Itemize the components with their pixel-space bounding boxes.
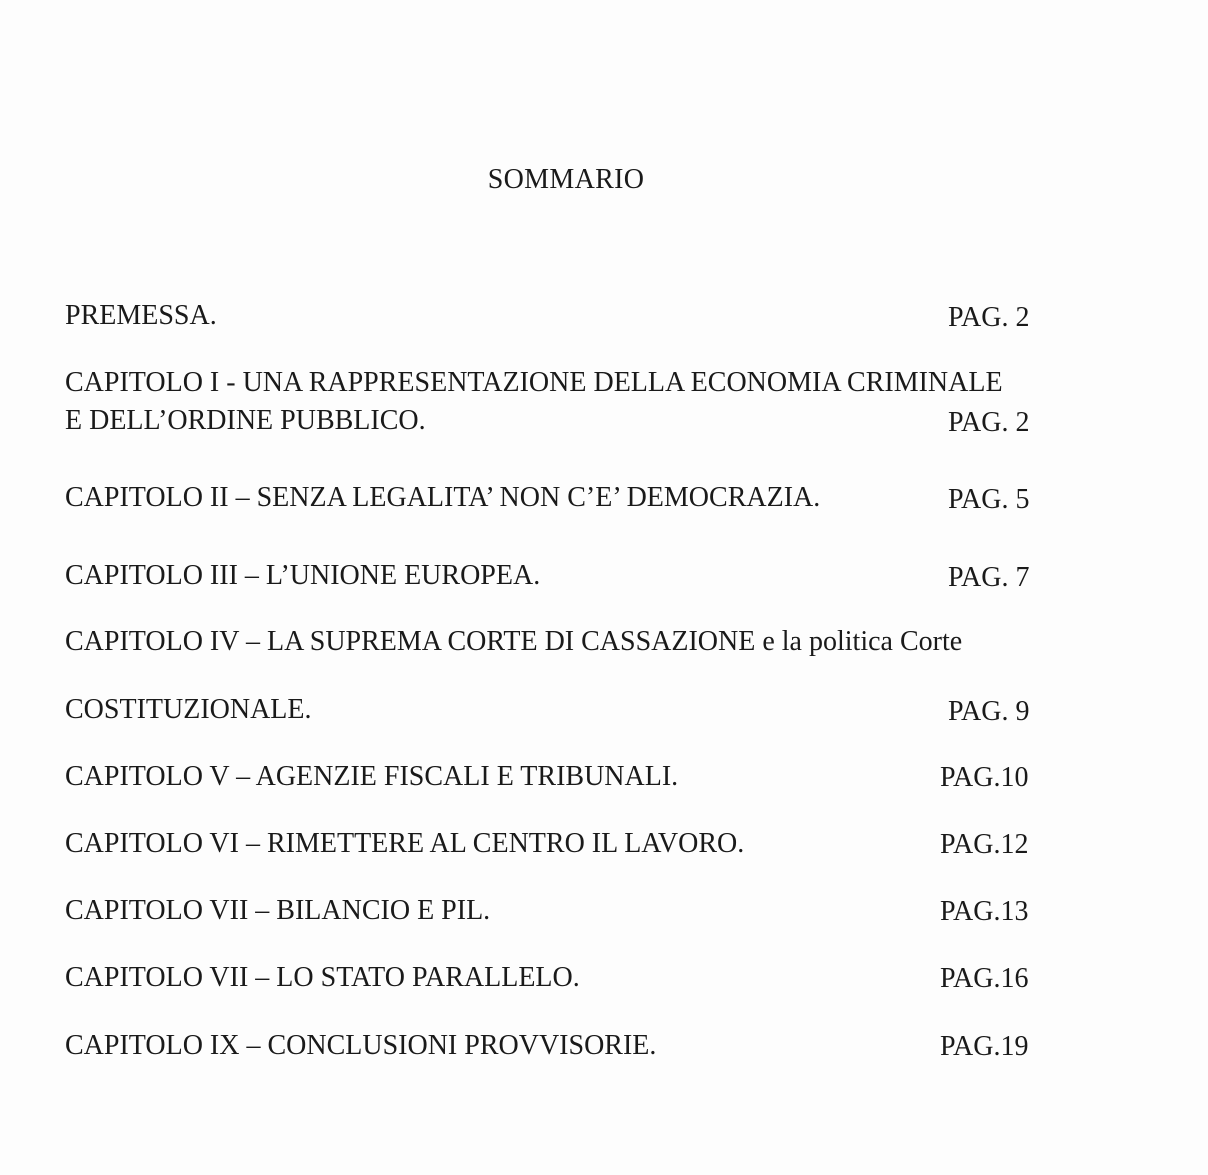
toc-page-capitolo-6: PAG.12 bbox=[940, 829, 1029, 860]
toc-page-capitolo-2: PAG. 5 bbox=[948, 484, 1030, 515]
toc-entry-capitolo-4-line1: CAPITOLO IV – LA SUPREMA CORTE DI CASSAZIONE e la politica Corte bbox=[65, 626, 963, 657]
toc-entry-capitolo-1-line1: CAPITOLO I - UNA RAPPRESENTAZIONE DELLA ECONOMIA CRIMINALE bbox=[65, 367, 1003, 398]
toc-page-capitolo-9: PAG.19 bbox=[940, 1031, 1029, 1062]
toc-entry-capitolo-2: CAPITOLO II – SENZA LEGALITA’ NON C’E’ DEMOCRAZIA. bbox=[65, 482, 821, 513]
toc-entry-capitolo-3: CAPITOLO III – L’UNIONE EUROPEA. bbox=[65, 560, 541, 591]
toc-entry-capitolo-6: CAPITOLO VI – RIMETTERE AL CENTRO IL LAVORO. bbox=[65, 828, 745, 859]
toc-page-capitolo-8: PAG.16 bbox=[940, 963, 1029, 994]
toc-entry-capitolo-7: CAPITOLO VII – BILANCIO E PIL. bbox=[65, 895, 491, 926]
toc-entry-capitolo-4-line2: COSTITUZIONALE. bbox=[65, 694, 312, 725]
toc-page-capitolo-4: PAG. 9 bbox=[948, 696, 1030, 727]
toc-entry-capitolo-1-line2: E DELL’ORDINE PUBBLICO. bbox=[65, 405, 426, 436]
toc-page-capitolo-5: PAG.10 bbox=[940, 762, 1029, 793]
toc-page-capitolo-7: PAG.13 bbox=[940, 896, 1029, 927]
toc-entry-capitolo-8: CAPITOLO VII – LO STATO PARALLELO. bbox=[65, 962, 580, 993]
toc-entry-premessa: PREMESSA. bbox=[65, 300, 217, 331]
toc-page-premessa: PAG. 2 bbox=[948, 302, 1030, 333]
page-title: SOMMARIO bbox=[487, 164, 645, 195]
toc-entry-capitolo-9: CAPITOLO IX – CONCLUSIONI PROVVISORIE. bbox=[65, 1030, 657, 1061]
toc-page-capitolo-1: PAG. 2 bbox=[948, 407, 1030, 438]
toc-page-capitolo-3: PAG. 7 bbox=[948, 562, 1030, 593]
toc-entry-capitolo-5: CAPITOLO V – AGENZIE FISCALI E TRIBUNALI. bbox=[65, 761, 679, 792]
